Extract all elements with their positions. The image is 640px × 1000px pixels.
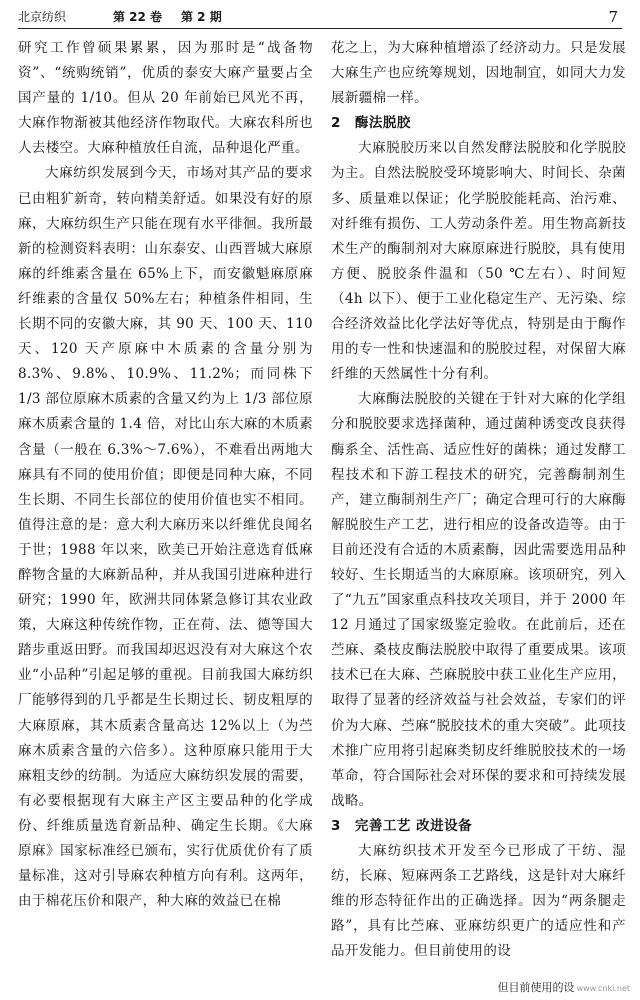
section-title: 酶法脱胶 xyxy=(354,115,411,132)
article-body xyxy=(18,36,626,986)
volume-number: 第 22 卷 xyxy=(113,10,163,24)
paragraph: 大麻脱胶历来以自然发酵法脱胶和化学脱胶为主。自然法脱胶受环境影响大、时间长、杂菌多、质量难以保证；化学脱胶能耗高、治污难、对纤维有损伤、工人劳动条件差。用生物高新技术生产的酶制剂对大麻原麻进行脱胶，具有使用方便、脱胶条件温和（50 ℃左右）、时间短（4h 以下）、便于工业化稳定生产、无污染、综合经济效益比化学法好等优点，特别是由于酶作用的专一性和快速温和的脱胶过程，对保留大麻纤维的天然属性十分有利。 xyxy=(331,140,626,383)
paragraph: 花之上，为大麻种植增添了经济动力。只是发展大麻生产也应统筹规划，因地制宜，如同大力发展新疆棉一样。 xyxy=(331,40,626,107)
section-title: 完善工艺 改进设备 xyxy=(354,817,473,834)
paragraph: 大麻酶法脱胶的关键在于针对大麻的化学组分和脱胶要求选择菌种，通过菌种诱变改良获得酶系全、活性高、适应性好的菌株；通过发酵工程技术和下游工程技术的研究，完善酶制剂生产，建立酶制剂生产厂；确定合理可行的大麻酶解脱胶生产工艺，进行相应的设备改造等。由于目前还没有合适的木质素酶，因此需要选用品种较好、生长期适当的大麻原麻。该项研究，列入了“九五”国家重点科技攻关项目，并于 2000 年 12 月通过了国家级鉴定验收。在此前后，还在苎麻、桑枝皮酶法脱胶中取得了重要成果。该项技术已在大麻、苎麻脱胶中获工业化生产应用，取得了显著的经济效益与社会效益，专家们的评价为大麻、苎麻“脱胶技术的重大突破”。此项技术推广应用将引起麻类韧皮纤维脱胶技术的一场革命，符合国际社会对环保的要求和可持续发展战略。 xyxy=(331,391,626,809)
watermark-text: 但目前使用的设 xyxy=(497,981,575,994)
watermark-url: www.cnki.net xyxy=(576,984,630,993)
section-heading xyxy=(331,111,626,136)
paragraph: 大麻纺织技术开发至今已形成了干纺、湿纺，长麻、短麻两条工艺路线，这是针对大麻纤维的形态特征作出的正确选择。因为“两条腿走路”，具有比苎麻、亚麻纺织更广的适应性和产品开发能力。但目前使用的设 xyxy=(331,843,626,960)
running-header xyxy=(18,6,622,29)
section-number: 2 xyxy=(331,115,341,132)
paragraph: 大麻纺织发展到今天，市场对其产品的要求已由粗犷新奇，转向精美舒适。如果没有好的原麻，大麻纺织生产只能在现有水平徘徊。我所最新的检测资料表明：山东泰安、山西晋城大麻原麻的纤维素含量在 65%上下，而安徽魁麻原麻纤维素的含量仅 50%左右；种植条件相同，生长期不同的安徽大麻，其 90 天、100 天、110 天、120 天产原麻中木质素的含量分别为 8.3%、9.8%、10.9%、11.2%；而同株下 1/3 部位原麻木质素的含量又约为上 1/3 部位原麻木质素含量的 1.4 倍，对比山东大麻的木质素含量（一般在 6.3%～7.6%），不难看出两地大麻具有不同的使用价值；即便是同种大麻，不同生长期、不同生长部位的使用价值也实不相同。值得注意的是：意大利大麻历来以纤维优良闻名于世；1988 年以来，欧美已开始注意选育低麻醉物含量的大麻新品种，并从我国引进麻种进行研究；1990 年，欧洲共同体紧急修订其农业政策，大麻这种传统作物，正在荷、法、德等国大踏步重返田野。而我国却迟迟没有对大麻这个农业“小品种”引起足够的重视。目前我国大麻纺织厂能够得到的几乎都是生长期过长、韧皮粗厚的大麻原麻，其木质素含量高达 12%以上（为苎麻木质素含量的六倍多）。这种原麻只能用于大麻粗支纱的纺制。为适应大麻纺织发展的需要，有必要根据现有大麻主产区主要品种的化学成份、纤维质量选育新品种、确定生长期。《大麻原麻》国家标准经已颁布，实行优质优价有了质量标准，这对引导麻农种植方向有利。这两年，由于棉花压价和限产，种大麻的效益已在棉 xyxy=(18,165,313,910)
right-column xyxy=(331,36,626,986)
section-heading xyxy=(331,814,626,839)
journal-name: 北京纺织 xyxy=(18,10,67,24)
left-column xyxy=(18,36,313,986)
page-number: 7 xyxy=(608,8,618,26)
watermark xyxy=(494,978,634,996)
section-number: 3 xyxy=(331,817,341,834)
issue-number: 第 2 期 xyxy=(181,10,222,24)
paragraph: 研究工作曾硕果累累，因为那时是“战备物资”、“统购统销”，优质的泰安大麻产量要占全国产量的 1/10。但从 20 年前始已风光不再，大麻作物渐被其他经济作物取代。大麻农科所也人去楼空。大麻种植放任自流，品种退化严重。 xyxy=(18,40,313,157)
